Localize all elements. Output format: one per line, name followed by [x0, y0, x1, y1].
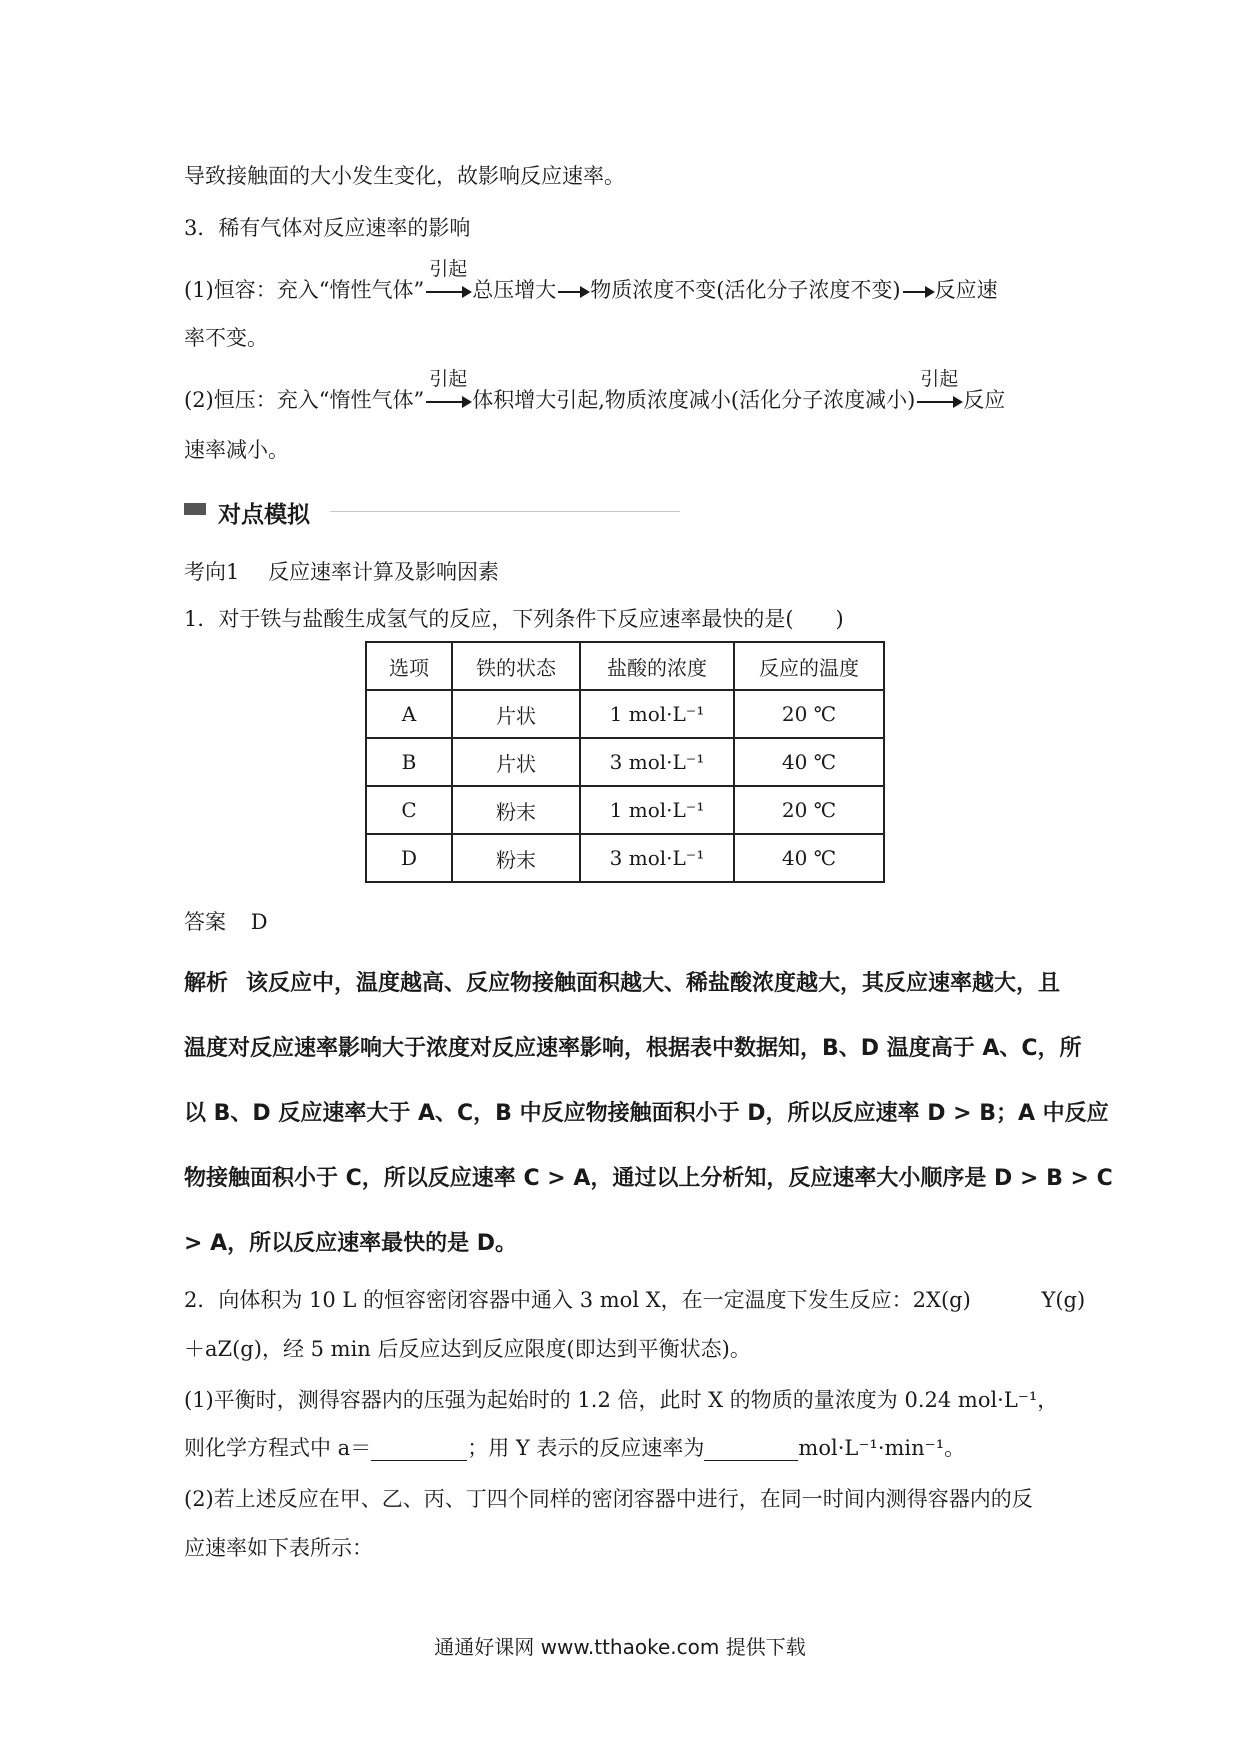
analysis-line: 温度对反应速率影响大于浓度对反应速率影响，根据表中数据知，B、D 温度高于 A、C，所: [184, 1036, 1082, 1061]
q2-equation-right: Y(g): [1041, 1288, 1086, 1312]
blank-prefix: 则化学方程式中 a＝: [184, 1436, 372, 1460]
analysis-label: 解析: [184, 971, 229, 996]
table-cell: 片状: [452, 690, 580, 738]
table-header-cell: 铁的状态: [452, 642, 580, 690]
question-2-line: [184, 1284, 1085, 1314]
table-row: [366, 738, 884, 786]
intro-line: 导致接触面的大小发生变化，故影响反应速率。: [184, 164, 625, 188]
table-cell: 粉末: [452, 834, 580, 882]
table-cell: 3 mol·L⁻¹: [580, 738, 734, 786]
paragraph-constant-pressure: [184, 368, 1006, 414]
table-cell: 20 ℃: [734, 786, 884, 834]
right-arrow-icon: [426, 291, 470, 293]
question-2-sub1: (1)平衡时，测得容器内的压强为起始时的 1.2 倍，此时 X 的物质的量浓度为 0.24 mol·L⁻¹，: [184, 1388, 1059, 1412]
arrow-cause-3: [915, 368, 963, 412]
table-cell: C: [366, 786, 452, 834]
kaoxiang-title: 反应速率计算及影响因素: [268, 560, 500, 584]
table-cell: B: [366, 738, 452, 786]
p2-part-a: (2)恒压：充入“惰性气体”: [184, 388, 425, 412]
arrow-cause-2: [424, 368, 472, 412]
answer-blank[interactable]: [704, 1436, 798, 1461]
table-row: [366, 690, 884, 738]
arrow-cause-1: [424, 258, 472, 302]
q2-equation-left: 2．向体积为 10 L 的恒容密闭容器中通入 3 mol X，在一定温度下发生反应：2X(g): [184, 1288, 971, 1312]
heading-noble-gas: 3．稀有气体对反应速率的影响: [184, 216, 471, 240]
section-divider: [330, 511, 680, 512]
p1-continuation: 率不变。: [184, 326, 268, 350]
table-row: [366, 786, 884, 834]
table-cell: 1 mol·L⁻¹: [580, 690, 734, 738]
arrow-label: 引起: [920, 368, 959, 390]
table-header-cell: 反应的温度: [734, 642, 884, 690]
blank-suffix: mol·L⁻¹·min⁻¹。: [798, 1436, 966, 1460]
p1-part-d: 反应速: [934, 278, 998, 302]
table-row: [366, 834, 884, 882]
right-arrow-icon: [917, 401, 961, 403]
p1-part-c: 物质浓度不变(活化分子浓度不变): [590, 278, 901, 302]
arrow-label: 引起: [429, 258, 468, 280]
table-cell: 粉末: [452, 786, 580, 834]
table-cell: 3 mol·L⁻¹: [580, 834, 734, 882]
analysis-line: 物接触面积小于 C，所以反应速率 C > A，通过以上分析知，反应速率大小顺序是 D > B > C: [184, 1166, 1113, 1191]
table-header-row: [366, 642, 884, 690]
arrow-label: 引起: [429, 368, 468, 390]
blank-middle: ；用 Y 表示的反应速率为: [467, 1436, 705, 1460]
right-arrow-icon: [558, 291, 588, 293]
table-header-cell: 选项: [366, 642, 452, 690]
table-cell: 片状: [452, 738, 580, 786]
page-footer: 通通好课网 www.tthaoke.com 提供下载: [434, 1635, 806, 1659]
answer-value: D: [250, 910, 268, 934]
p2-part-c: 反应: [963, 388, 1006, 412]
question-1-stem: 1．对于铁与盐酸生成氢气的反应，下列条件下反应速率最快的是( ): [184, 607, 844, 631]
question-2-sub2: (2)若上述反应在甲、乙、丙、丁四个同样的密闭容器中进行，在同一时间内测得容器内的反: [184, 1487, 1033, 1511]
table-header-cell: 盐酸的浓度: [580, 642, 734, 690]
options-table: [365, 641, 885, 883]
table-cell: A: [366, 690, 452, 738]
right-arrow-icon: [426, 401, 470, 403]
answer-line: [184, 906, 268, 936]
question-2-sub2: 应速率如下表所示：: [184, 1536, 373, 1560]
kaoxiang-label: 考向1: [184, 560, 240, 584]
analysis-line: 以 B、D 反应速率大于 A、C，B 中反应物接触面积小于 D，所以反应速率 D > B；A 中反应: [184, 1101, 1109, 1126]
question-2-sub1-blanks: [184, 1432, 965, 1462]
analysis-line: [184, 966, 1060, 997]
table-cell: D: [366, 834, 452, 882]
analysis-line: > A，所以反应速率最快的是 D。: [184, 1231, 518, 1256]
p1-part-b: 总压增大: [472, 278, 557, 302]
question-2-line: ＋aZ(g)，经 5 min 后反应达到反应限度(即达到平衡状态)。: [184, 1337, 751, 1361]
answer-label: 答案: [184, 910, 226, 934]
p2-continuation: 速率减小。: [184, 438, 289, 462]
table-cell: 20 ℃: [734, 690, 884, 738]
table-cell: 1 mol·L⁻¹: [580, 786, 734, 834]
section-marker: [184, 503, 206, 515]
analysis-text: 该反应中，温度越高、反应物接触面积越大、稀盐酸浓度越大，其反应速率越大，且: [246, 971, 1061, 996]
kaoxiang-heading: [184, 556, 499, 586]
p1-part-a: (1)恒容：充入“惰性气体”: [184, 278, 425, 302]
table-cell: 40 ℃: [734, 834, 884, 882]
answer-blank[interactable]: [371, 1436, 467, 1461]
right-arrow-icon: [903, 291, 933, 293]
p2-part-b: 体积增大引起,物质浓度减小(活化分子浓度减小): [472, 388, 916, 412]
table-cell: 40 ℃: [734, 738, 884, 786]
paragraph-constant-volume: [184, 258, 998, 304]
section-title: 对点模拟: [218, 502, 310, 528]
